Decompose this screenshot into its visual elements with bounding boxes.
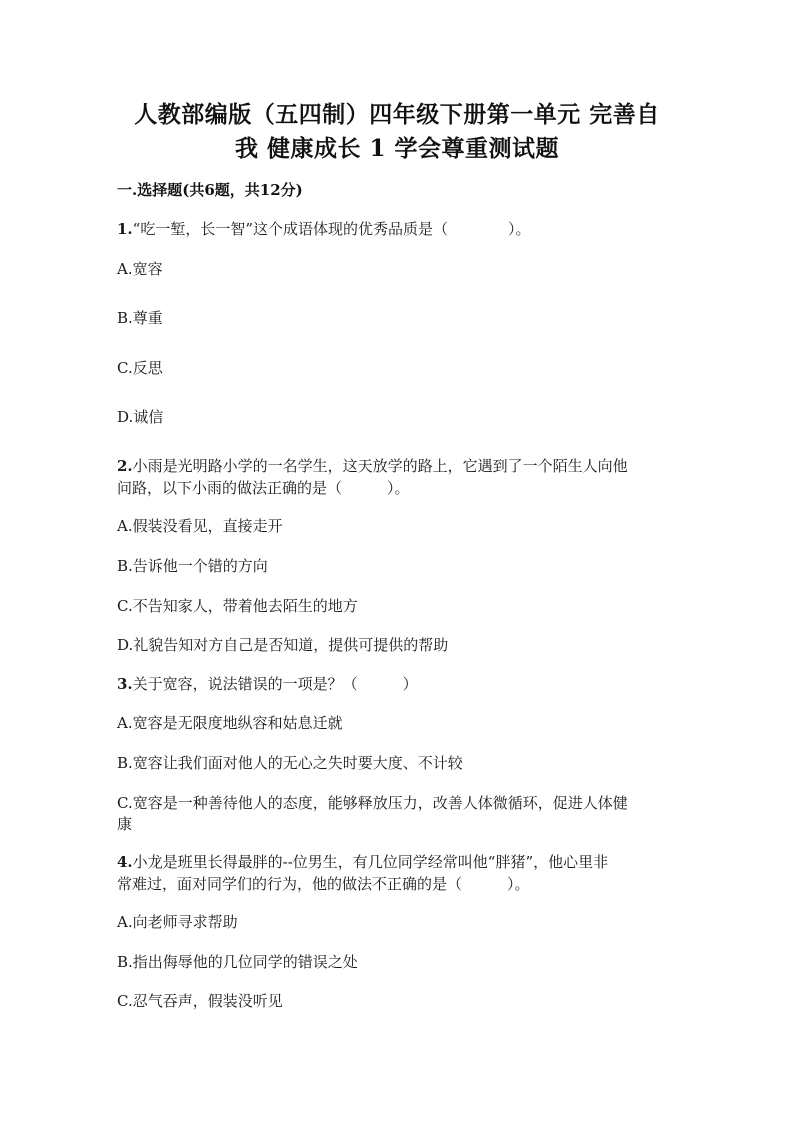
question-4-stem-line-2: 常难过，面对同学们的行为，他的做法不正确的是（ ）。	[117, 875, 530, 893]
question-1-option-d: D.诚信	[117, 408, 164, 426]
question-3-option-a: A.宽容是无限度地纵容和姑息迁就	[117, 714, 343, 732]
question-3-stem-line-1: 关于宽容，说法错误的一项是？（ ）	[132, 675, 418, 693]
question-3-option-b: B.宽容让我们面对他人的无心之失时要大度、不计较	[117, 754, 463, 772]
question-3-stem	[117, 673, 418, 694]
question-1-option-c: C.反思	[117, 359, 163, 377]
question-2-stem-line-2: 问路，以下小雨的做法正确的是（ ）。	[117, 479, 410, 497]
question-2-option-c: C.不告知家人，带着他去陌生的地方	[117, 597, 358, 615]
question-3-option-c: C.宽容是一种善待他人的态度，能够释放压力，改善人体微循环，促进人体健	[117, 794, 628, 812]
question-2-option-b: B.告诉他一个错的方向	[117, 557, 268, 575]
question-2-stem	[117, 455, 628, 476]
question-1-number: 1.	[117, 220, 133, 238]
document-title-line-1: 人教部编版（五四制）四年级下册第一单元 完善自	[134, 101, 660, 128]
document-title-line-2: 我 健康成长 1 学会尊重测试题	[234, 135, 560, 162]
question-3-option-c-continued: 康	[117, 815, 133, 833]
question-4-option-b: B.指出侮辱他的几位同学的错误之处	[117, 953, 358, 971]
question-3-number: 3.	[117, 675, 133, 693]
question-2-number: 2.	[117, 457, 133, 475]
question-4-stem	[117, 851, 608, 872]
question-2-option-d: D.礼貌告知对方自己是否知道，提供可提供的帮助	[117, 636, 449, 654]
question-1-option-a: A.宽容	[117, 260, 163, 278]
question-4-option-a: A.向老师寻求帮助	[117, 913, 238, 931]
question-4-option-c: C.忍气吞声，假装没听见	[117, 992, 283, 1010]
section-heading: 一.选择题(共6题，共12分)	[117, 181, 303, 199]
question-1-stem-line-1: “吃一堑，长一智”这个成语体现的优秀品质是（ ）。	[132, 220, 531, 238]
question-4-number: 4.	[117, 853, 133, 871]
question-2-option-a: A.假装没看见，直接走开	[117, 517, 283, 535]
question-2-stem-line-1: 小雨是光明路小学的一名学生，这天放学的路上，它遇到了一个陌生人向他	[132, 457, 628, 475]
question-1-stem	[117, 218, 531, 239]
question-4-stem-line-1: 小龙是班里长得最胖的--位男生，有几位同学经常叫他“胖猪”，他心里非	[132, 853, 609, 871]
question-1-option-b: B.尊重	[117, 309, 163, 327]
